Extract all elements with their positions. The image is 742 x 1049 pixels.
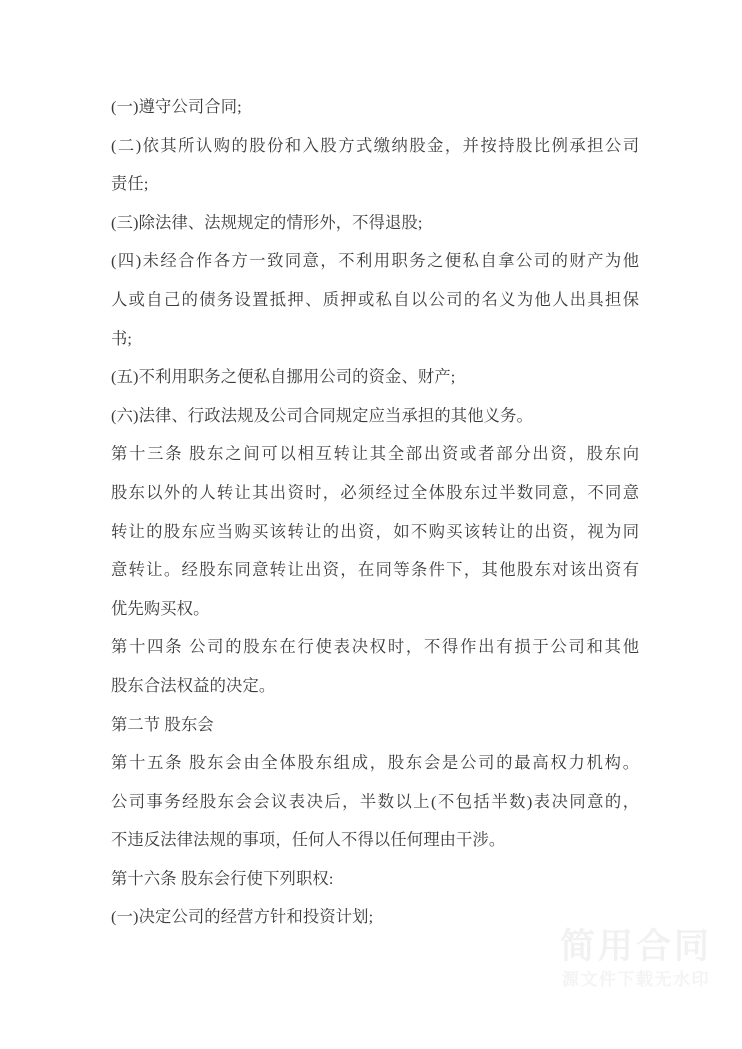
document-line: 第十四条 公司的股东在行使表决权时，不得作出有损于公司和其他: [111, 637, 639, 657]
document-line: 股东合法权益的决定。: [111, 675, 276, 695]
document-line: (一)决定公司的经营方针和投资计划;: [111, 907, 374, 927]
document-text-body: [111, 88, 639, 937]
document-line: 责任;: [111, 174, 149, 194]
document-line: (六)法律、行政法规及公司合同规定应当承担的其他义务。: [111, 405, 533, 425]
watermark-brand-text: 简用合同: [559, 927, 712, 967]
document-line: (三)除法律、法规规定的情形外，不得退股;: [111, 212, 423, 232]
document-line: 意转让。经股东同意转让出资，在同等条件下，其他股东对该出资有: [111, 560, 639, 580]
document-line: 人或自己的债务设置抵押、质押或私自以公司的名义为他人出具担保: [111, 289, 639, 309]
document-line: (五)不利用职务之便私自挪用公司的资金、财产;: [111, 367, 456, 387]
document-line: 第十六条 股东会行使下列职权:: [111, 868, 334, 888]
watermark-subtitle-text: 源文件下载无水印: [561, 970, 710, 990]
document-line: (一)遵守公司合同;: [111, 97, 242, 116]
document-line: 不违反法律法规的事项，任何人不得以任何理由干涉。: [111, 830, 506, 850]
document-line: 书;: [111, 328, 133, 348]
document-line: 股东以外的人转让其出资时，必须经过全体股东过半数同意，不同意: [111, 482, 639, 502]
document-line: 公司事务经股东会会议表决后，半数以上(不包括半数)表决同意的，: [111, 791, 639, 811]
document-line: 第二节 股东会: [111, 714, 214, 734]
document-line: (二)依其所认购的股份和入股方式缴纳股金，并按持股比例承担公司: [111, 135, 639, 155]
document-line: 转让的股东应当购买该转让的出资，如不购买该转让的出资，视为同: [111, 521, 639, 541]
document-line: 第十五条 股东会由全体股东组成，股东会是公司的最高权力机构。: [111, 753, 639, 773]
document-line: 优先购买权。: [111, 598, 210, 618]
document-line: (四)未经合作各方一致同意，不利用职务之便私自拿公司的财产为他: [111, 251, 639, 271]
document-line: 第十三条 股东之间可以相互转让其全部出资或者部分出资，股东向: [111, 444, 639, 464]
